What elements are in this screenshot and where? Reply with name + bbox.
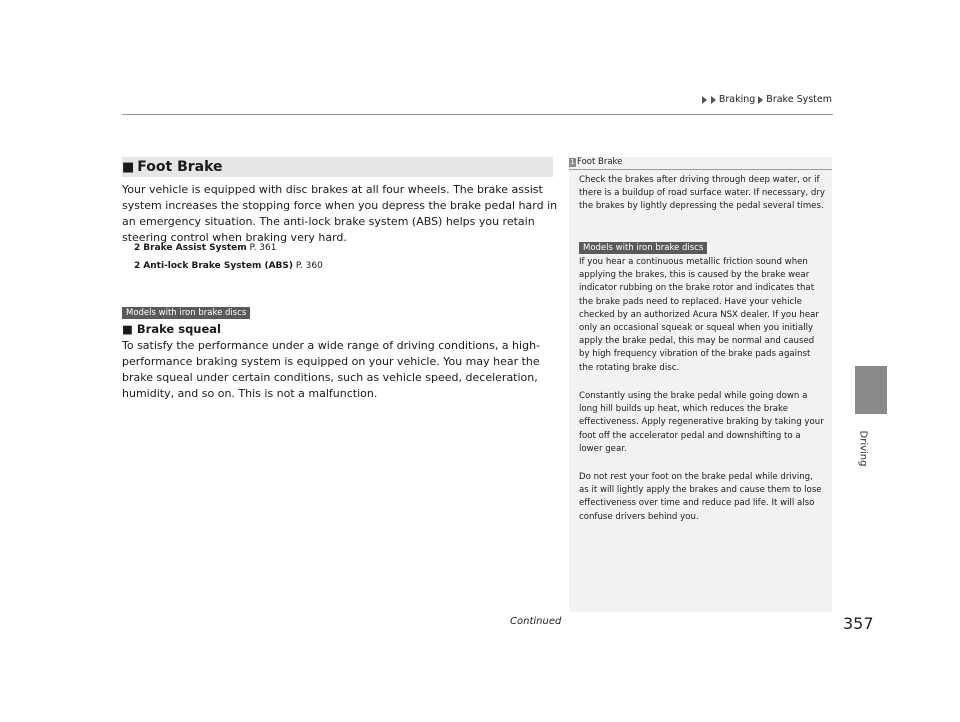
model-applicability-tag: Models with iron brake discs [579,242,707,254]
sidebar-paragraph: Constantly using the brake pedal while going down a long hill builds up heat, which reduces the brake effectiveness. Apply regenerative braking by taking your foot off the accelerator pedal and downshifting to a lower gear. [579,391,824,454]
note-number-badge: 1 [570,158,575,166]
reference-page: P. 361 [249,243,277,253]
square-bullet-icon: ■ [122,159,135,175]
chapter-tab-marker [855,366,887,414]
page-number: 357 [843,614,874,633]
continued-label: Continued [510,616,562,627]
square-bullet-icon: ■ [122,322,133,336]
chapter-tab-label: Driving [857,430,869,467]
reference-arrow-icon: 2 [134,243,141,253]
reference-title: Anti-lock Brake System (ABS) [143,261,293,271]
subsection-paragraph: To satisfy the performance under a wide range of driving conditions, a high-performance braking system is equipped on your vehicle. You may hear the brake squeal under certain conditions, such as vehicle speed, deceleration, humidity, and so on. This is not a malfunction. [122,339,541,400]
header-divider [122,114,833,115]
sidebar-paragraph: If you hear a continuous metallic friction sound when applying the brakes, this is caused by the brake wear indicator rubbing on the brake rotor and indicates that the brake pads need to replaced. Have your vehicle checked by an authorized Acura NSX dealer. If you hear only an occasional squeak or squeal when you initially apply the brake pedal, this may be normal and caused by high frequency vibration of the brake pads against the rotating brake disc. [579,257,819,373]
sidebar-note-title-text: Foot Brake [577,157,623,167]
model-applicability-tag: Models with iron brake discs [122,307,250,319]
reference-arrow-icon: 2 [134,261,141,271]
breadcrumb-arrow-icon [711,96,716,104]
sidebar-note-title [569,157,832,170]
sidebar-note-panel [569,157,832,612]
breadcrumb-arrow-icon [758,96,763,104]
breadcrumb-item[interactable]: Braking [718,94,756,105]
reference-title: Brake Assist System [143,243,247,253]
cross-reference[interactable] [134,243,276,253]
sidebar-paragraph: Do not rest your foot on the brake pedal while driving, as it will lightly apply the brakes and cause them to lose effectiveness over time and reduce pad life. It will also confuse drivers behind you. [579,472,822,522]
section-heading [122,157,553,177]
section-heading-text: Foot Brake [137,159,223,175]
sidebar-paragraph: Check the brakes after driving through deep water, or if there is a buildup of road surface water. If necessary, dry the brakes by lightly depressing the pedal several times. [579,175,825,212]
cross-reference[interactable] [134,261,323,271]
reference-page: P. 360 [295,261,323,271]
breadcrumb-item[interactable]: Brake System [766,94,832,105]
subsection-heading-text: Brake squeal [136,322,221,336]
breadcrumb [701,94,832,105]
subsection-heading [122,322,221,336]
breadcrumb-arrow-icon [702,96,707,104]
intro-paragraph: Your vehicle is equipped with disc brakes at all four wheels. The brake assist system increases the stopping force when you depress the brake pedal hard in an emergency situation. The anti-lock brake system (ABS) helps you retain steering control when braking very hard. [122,183,558,244]
